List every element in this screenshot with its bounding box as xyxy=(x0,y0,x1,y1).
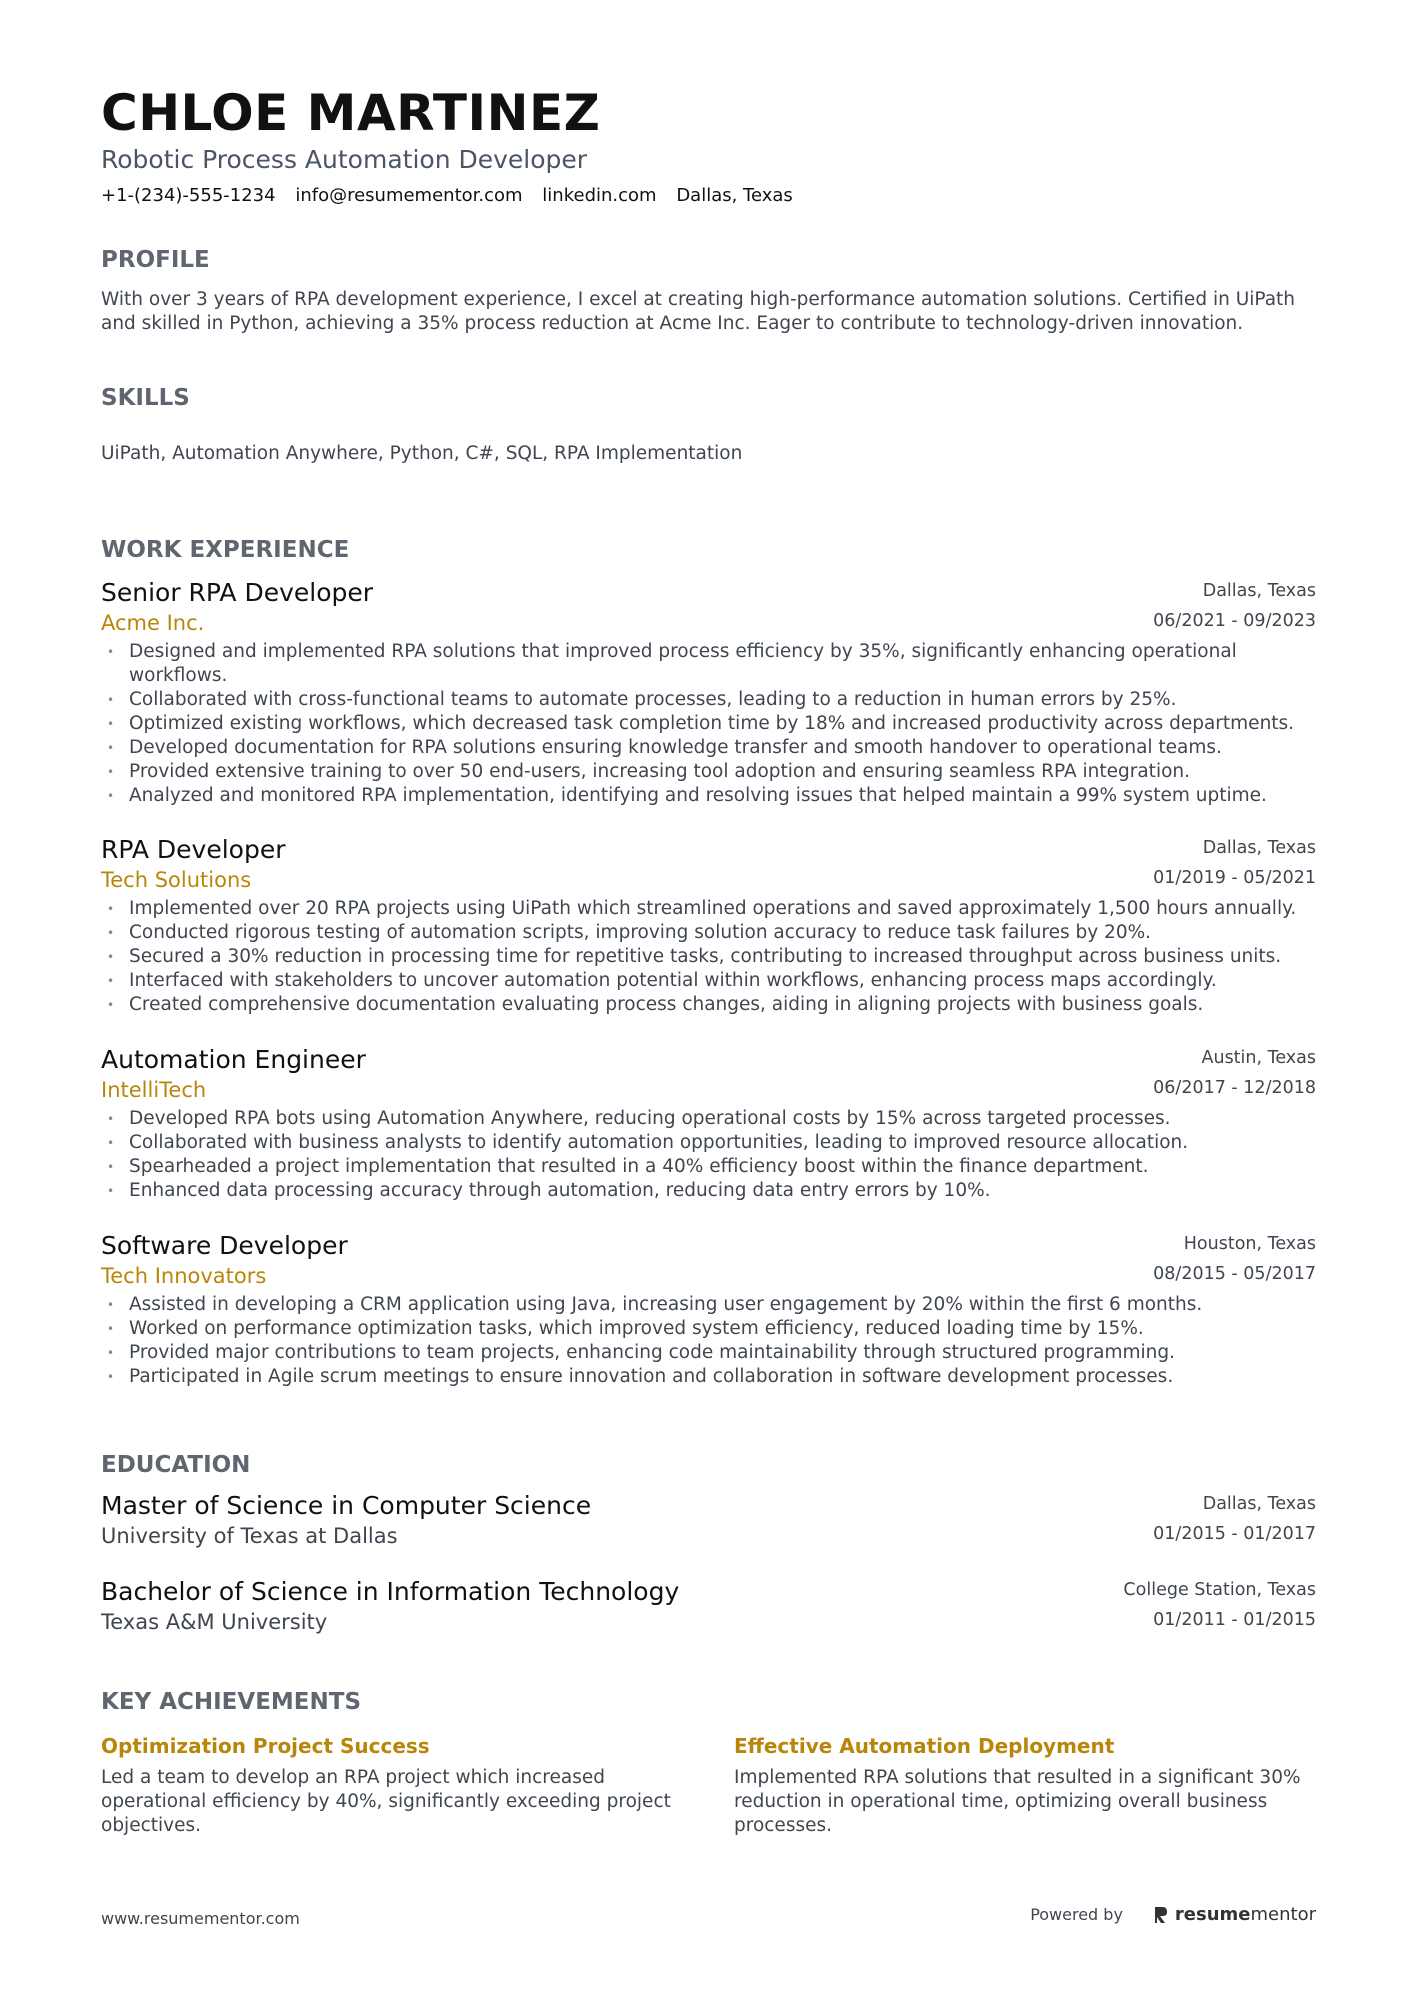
contact-email[interactable]: info@resumementor.com xyxy=(295,185,523,206)
skills-heading: SKILLS xyxy=(101,385,190,411)
education-heading: EDUCATION xyxy=(101,1452,251,1478)
powered-by-label: Powered by xyxy=(1030,1905,1123,1924)
job-company: IntelliTech xyxy=(101,1078,207,1102)
job-bullet: • Secured a 30% reduction in processing time for repetitive tasks, contributing to increased throughput across business units. xyxy=(101,945,1316,969)
achievement-item xyxy=(734,1734,1324,1838)
education-entry xyxy=(101,1577,1316,1637)
job-location: Dallas, Texas xyxy=(1202,581,1316,601)
job-bullets xyxy=(101,897,1316,1017)
job-bullet: • Provided extensive training to over 50 end-users, increasing tool adoption and ensuring seamless RPA integration. xyxy=(101,760,1316,784)
job-bullet: • Optimized existing workflows, which decreased task completion time by 18% and increased productivity across departments. xyxy=(101,712,1316,736)
achievement-description: Led a team to develop an RPA project which increased operational efficiency by 40%, significantly exceeding project objectives. xyxy=(101,1767,671,1836)
achievement-description: Implemented RPA solutions that resulted in a significant 30% reduction in operational time, optimizing overall business processes. xyxy=(734,1767,1301,1836)
job-bullet: • Developed RPA bots using Automation Anywhere, reducing operational costs by 15% across targeted processes. xyxy=(101,1107,1316,1131)
achievement-title: Optimization Project Success xyxy=(101,1734,430,1758)
candidate-title: Robotic Process Automation Developer xyxy=(101,145,588,174)
contact-linkedin[interactable]: linkedin.com xyxy=(542,185,657,206)
job-bullet: • Collaborated with cross-functional teams to automate processes, leading to a reduction in human errors by 25%. xyxy=(101,688,1316,712)
job-role: Automation Engineer xyxy=(101,1045,366,1074)
logo-text-resume: resume xyxy=(1174,1904,1251,1925)
profile-heading: PROFILE xyxy=(101,247,210,273)
education-entry xyxy=(101,1491,1316,1551)
skills-text: UiPath, Automation Anywhere, Python, C#, SQL, RPA Implementation xyxy=(101,443,743,464)
job-location: Dallas, Texas xyxy=(1202,838,1316,858)
job-bullet: • Worked on performance optimization tasks, which improved system efficiency, reduced loading time by 15%. xyxy=(101,1317,1316,1341)
job-bullet: • Collaborated with business analysts to identify automation opportunities, leading to improved resource allocation. xyxy=(101,1131,1316,1155)
job-entry xyxy=(101,835,1316,1017)
job-location: Austin, Texas xyxy=(1201,1048,1316,1068)
job-bullet: • Implemented over 20 RPA projects using UiPath which streamlined operations and saved approximately 1,500 hours annually. xyxy=(101,897,1316,921)
footer-website[interactable]: www.resumementor.com xyxy=(101,1909,300,1928)
logo-text-mentor: mentor xyxy=(1250,1904,1316,1925)
job-role: RPA Developer xyxy=(101,835,286,864)
education-school: Texas A&M University xyxy=(101,1610,328,1634)
profile-text: With over 3 years of RPA development experience, I excel at creating high-performance automation solutions. Certified in UiPath and skilled in Python, achieving a 35% process reduction at Acme Inc. Eager to contribute to technology-driven innovation. xyxy=(101,289,1296,334)
job-bullet: • Enhanced data processing accuracy through automation, reducing data entry errors by 10%. xyxy=(101,1179,1316,1203)
achievement-item xyxy=(101,1734,691,1838)
education-school: University of Texas at Dallas xyxy=(101,1524,398,1548)
job-entry xyxy=(101,1045,1316,1203)
job-company: Tech Solutions xyxy=(101,868,252,892)
job-bullet: • Conducted rigorous testing of automation scripts, improving solution accuracy to reduce task failures by 20%. xyxy=(101,921,1316,945)
education-dates: 01/2011 - 01/2015 xyxy=(1153,1610,1316,1630)
contact-line xyxy=(101,185,807,206)
job-bullets xyxy=(101,1293,1316,1389)
job-bullet: • Created comprehensive documentation evaluating process changes, aiding in aligning projects with business goals. xyxy=(101,993,1316,1017)
education-location: College Station, Texas xyxy=(1123,1580,1316,1600)
job-role: Software Developer xyxy=(101,1231,348,1260)
job-dates: 01/2019 - 05/2021 xyxy=(1153,868,1316,888)
job-bullet: • Designed and implemented RPA solutions that improved process efficiency by 35%, significantly enhancing operational workflows. xyxy=(101,640,1316,688)
education-degree: Bachelor of Science in Information Technology xyxy=(101,1577,680,1606)
job-entry xyxy=(101,1231,1316,1389)
contact-location: Dallas, Texas xyxy=(676,185,793,206)
job-bullet: • Participated in Agile scrum meetings to ensure innovation and collaboration in software development processes. xyxy=(101,1365,1316,1389)
job-bullet: • Analyzed and monitored RPA implementation, identifying and resolving issues that helped maintain a 99% system uptime. xyxy=(101,784,1316,808)
job-bullet: • Assisted in developing a CRM application using Java, increasing user engagement by 20% within the first 6 months. xyxy=(101,1293,1316,1317)
job-bullet: • Interfaced with stakeholders to uncover automation potential within workflows, enhancing process maps accordingly. xyxy=(101,969,1316,993)
job-bullet: • Spearheaded a project implementation that resulted in a 40% efficiency boost within the finance department. xyxy=(101,1155,1316,1179)
resumementor-logo[interactable] xyxy=(1153,1904,1316,1925)
job-dates: 06/2017 - 12/2018 xyxy=(1153,1078,1316,1098)
footer-branding xyxy=(1030,1904,1316,1925)
job-bullet: • Provided major contributions to team projects, enhancing code maintainability through structured programming. xyxy=(101,1341,1316,1365)
job-role: Senior RPA Developer xyxy=(101,578,374,607)
achievements-heading: KEY ACHIEVEMENTS xyxy=(101,1689,362,1715)
job-company: Tech Innovators xyxy=(101,1264,267,1288)
education-location: Dallas, Texas xyxy=(1202,1494,1316,1514)
resumementor-logo-icon xyxy=(1153,1905,1169,1925)
candidate-name: CHLOE MARTINEZ xyxy=(101,84,601,142)
job-dates: 06/2021 - 09/2023 xyxy=(1153,611,1316,631)
job-location: Houston, Texas xyxy=(1183,1234,1316,1254)
job-bullet: • Developed documentation for RPA solutions ensuring knowledge transfer and smooth handover to operational teams. xyxy=(101,736,1316,760)
education-dates: 01/2015 - 01/2017 xyxy=(1153,1524,1316,1544)
contact-phone: +1-(234)-555-1234 xyxy=(101,185,276,206)
achievement-title: Effective Automation Deployment xyxy=(734,1734,1115,1758)
job-company: Acme Inc. xyxy=(101,611,205,635)
job-bullets xyxy=(101,640,1316,808)
education-degree: Master of Science in Computer Science xyxy=(101,1491,592,1520)
experience-heading: WORK EXPERIENCE xyxy=(101,537,350,563)
job-dates: 08/2015 - 05/2017 xyxy=(1153,1264,1316,1284)
job-entry xyxy=(101,578,1316,808)
job-bullets xyxy=(101,1107,1316,1203)
